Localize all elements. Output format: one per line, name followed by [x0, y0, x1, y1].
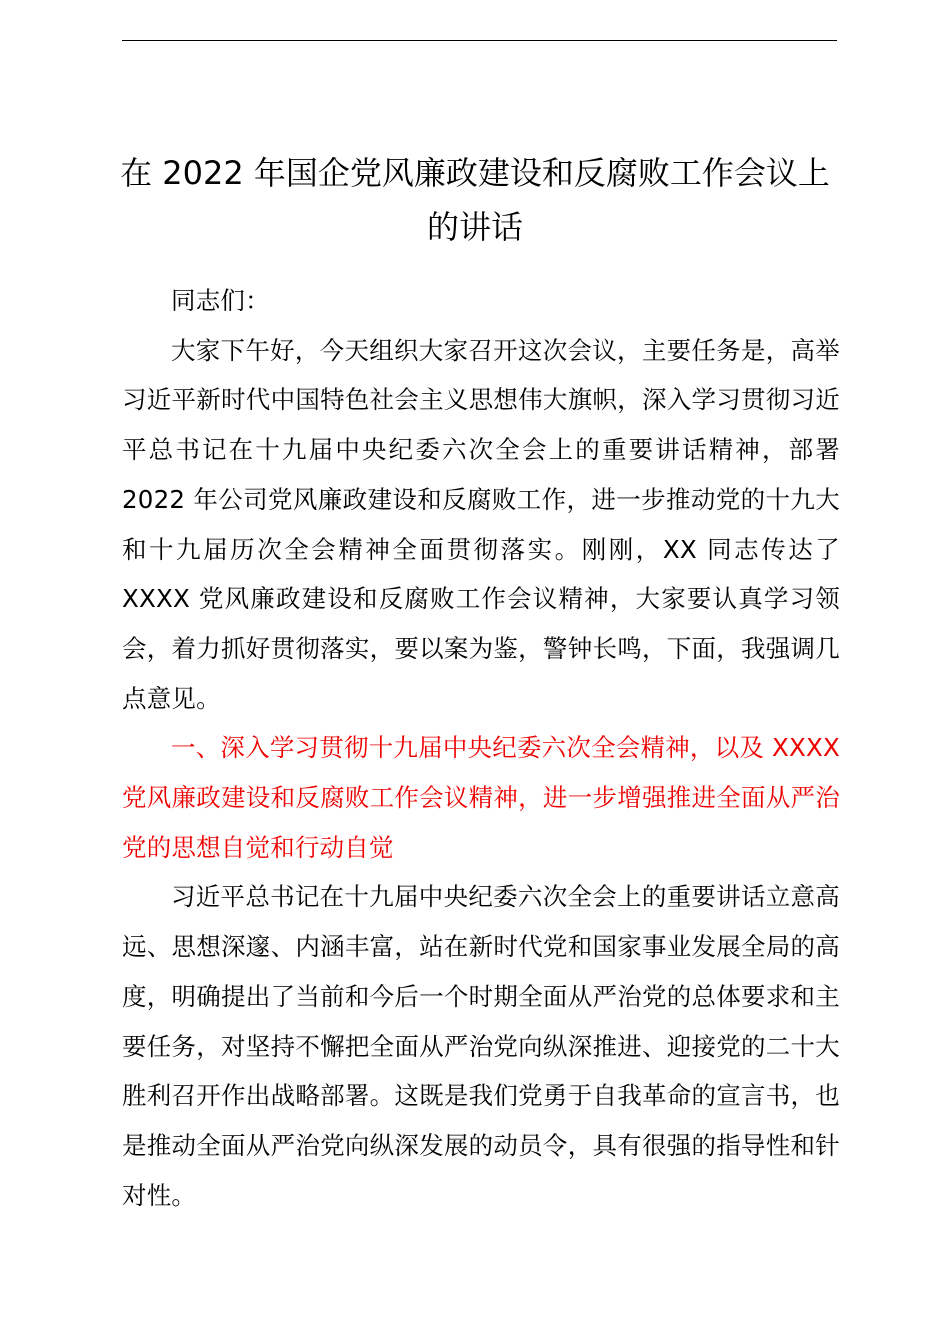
document-title: 在 2022 年国企党风廉政建设和反腐败工作会议上的讲话	[120, 154, 830, 246]
salutation: 同志们：	[171, 286, 270, 315]
section-paragraph: 习近平总书记在十九届中央纪委六次全会上的重要讲话立意高远、思想深邃、内涵丰富，站在新时代党和国家事业发展全局的高度，明确提出了当前和今后一个时期全面从严治党的总体要求和主要任务，对坚持不懈把全面从严治党向纵深推进、迎接党的二十大胜利召开作出战略部署。这既是我们党勇于自我革命的宣言书，也是推动全面从严治党向纵深发展的动员令，具有很强的指导性和针对性。	[122, 882, 840, 1210]
header-rule	[122, 40, 837, 41]
opening-paragraph: 大家下午好，今天组织大家召开这次会议，主要任务是，高举习近平新时代中国特色社会主义思想伟大旗帜，深入学习贯彻习近平总书记在十九届中央纪委六次全会上的重要讲话精神，部署 2022 年公司党风廉政建设和反腐败工作，进一步推动党的十九大和十九届历次全会精神全面贯彻落实。刚刚，XX 同志传达了 XXXX 党风廉政建设和反腐败工作会议精神，大家要认真学习领会，着力抓好贯彻落实，要以案为鉴，警钟长鸣，下面，我强调几点意见。	[122, 335, 840, 713]
section-heading: 一、深入学习贯彻十九届中央纪委六次全会精神，以及 XXXX 党风廉政建设和反腐败工作会议精神，进一步增强推进全面从严治党的思想自觉和行动自觉	[122, 733, 840, 862]
document-body	[122, 276, 840, 1220]
